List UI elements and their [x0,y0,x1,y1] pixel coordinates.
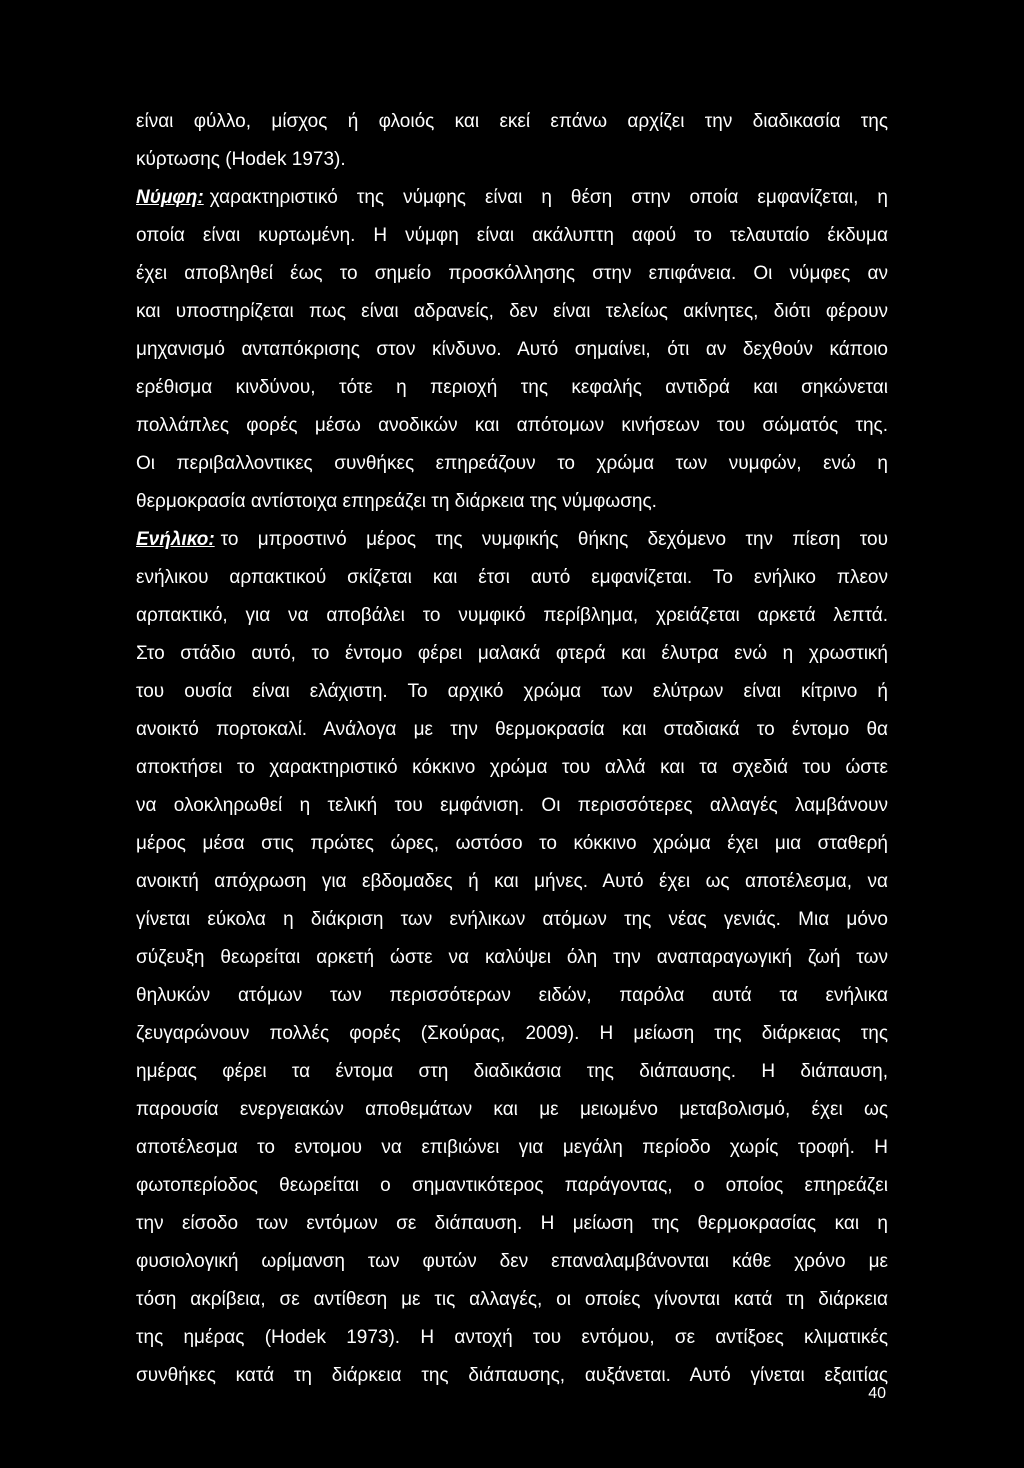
text-line: ερέθισμα κινδύνου, τότε η περιοχή της κεφαλής αντιδρά και σηκώνεται [136,377,888,398]
text-line: Στο στάδιο αυτό, το έντομο φέρει μαλακά φτερά και έλυτρα ενώ η χρωστική [136,643,888,664]
text-line: οποία είναι κυρτωμένη. Η νύμφη είναι ακάλυπτη αφού το τελαυταίο έκδυμα [136,225,888,246]
page-number: 40 [868,1385,886,1402]
text-line: ημέρας φέρει τα έντομα στη διαδικάσια της διάπαυσης. Η διάπαυση, [136,1061,888,1082]
text-line: κύρτωσης (Hodek 1973). [136,149,346,170]
text-line: φυσιολογική ωρίμανση των φυτών δεν επαναλαμβάνονται κάθε χρόνο με [136,1251,888,1272]
text-line: του ουσία είναι ελάχιστη. Το αρχικό χρώμα των ελύτρων είναι κίτρινο ή [136,681,888,702]
text-line: αρπακτικό, για να αποβάλει το νυμφικό περίβλημα, χρειάζεται αρκετά λεπτά. [136,605,888,626]
text-line: συνθήκες κατά τη διάρκεια της διάπαυσης, αυξάνεται. Αυτό γίνεται εξαιτίας [136,1365,888,1386]
text-line: φωτοπερίοδος θεωρείται ο σημαντικότερος παράγοντας, ο οποίος επηρεάζει [136,1175,888,1196]
term-heading: Ενήλικο: [136,529,215,550]
text-line: της ημέρας (Hodek 1973). Η αντοχή του εντόμου, σε αντίξοες κλιματικές [136,1327,888,1348]
text-line: είναι φύλλο, μίσχος ή φλοιός και εκεί επάνω αρχίζει την διαδικασία της [136,111,888,132]
text-line: πολλάπλες φορές μέσω ανοδικών και απότομων κινήσεων του σώματός της. [136,415,888,436]
text-line: μηχανισμό ανταπόκρισης στον κίνδυνο. Αυτό σημαίνει, ότι αν δεχθούν κάποιο [136,339,888,360]
text-line: ανοικτό πορτοκαλί. Ανάλογα με την θερμοκρασία και σταδιακά το έντομο θα [136,719,888,740]
term-text: το μπροστινό μέρος της νυμφικής θήκης δεχόμενο την πίεση του [220,529,888,550]
text-line: θηλυκών ατόμων των περισσότερων ειδών, παρόλα αυτά τα ενήλικα [136,985,888,1006]
text-line: μέρος μέσα στις πρώτες ώρες, ωστόσο το κόκκινο χρώμα έχει μια σταθερή [136,833,888,854]
text-line: γίνεται εύκολα η διάκριση των ενήλικων ατόμων της νέας γενιάς. Μια μόνο [136,909,888,930]
term-heading: Νύμφη: [136,187,204,208]
text-line: θερμοκρασία αντίστοιχα επηρεάζει τη διάρκεια της νύμφωσης. [136,491,657,512]
text-line: ζευγαρώνουν πολλές φορές (Σκούρας, 2009). Η μείωση της διάρκειας της [136,1023,888,1044]
text-line: σύζευξη θεωρείται αρκετή ώστε να καλύψει όλη την αναπαραγωγική ζωή των [136,947,888,968]
text-line: και υποστηρίζεται πως είναι αδρανείς, δεν είναι τελείως ακίνητες, διότι φέρουν [136,301,888,322]
text-line: τόση ακρίβεια, σε αντίθεση με τις αλλαγές, οι οποίες γίνονται κατά τη διάρκεια [136,1289,888,1310]
text-line [136,521,888,559]
text-line: αποτέλεσμα το εντομου να επιβιώνει για μεγάλη περίοδο χωρίς τροφή. Η [136,1137,888,1158]
text-line [136,179,888,217]
text-line: την είσοδο των εντόμων σε διάπαυση. Η μείωση της θερμοκρασίας και η [136,1213,888,1234]
text-line: παρουσία ενεργειακών αποθεμάτων και με μειωμένο μεταβολισμό, έχει ως [136,1099,888,1120]
text-line: ενήλικου αρπακτικού σκίζεται και έτσι αυτό εμφανίζεται. Το ενήλικο πλεον [136,567,888,588]
text-line: αποκτήσει το χαρακτηριστικό κόκκινο χρώμα του αλλά και τα σχεδιά του ώστε [136,757,888,778]
text-line: να ολοκληρωθεί η τελική του εμφάνιση. Οι περισσότερες αλλαγές λαμβάνουν [136,795,888,816]
document-body [136,103,888,1395]
term-text: χαρακτηριστικό της νύμφης είναι η θέση στην οποία εμφανίζεται, η [209,187,888,208]
text-line: έχει αποβληθεί έως το σημείο προσκόλλησης στην επιφάνεια. Οι νύμφες αν [136,263,888,284]
text-line: Οι περιβαλλοντικες συνθήκες επηρεάζουν το χρώμα των νυμφών, ενώ η [136,453,888,474]
text-line: ανοικτή απόχρωση για εβδομαδες ή και μήνες. Αυτό έχει ως αποτέλεσμα, να [136,871,888,892]
